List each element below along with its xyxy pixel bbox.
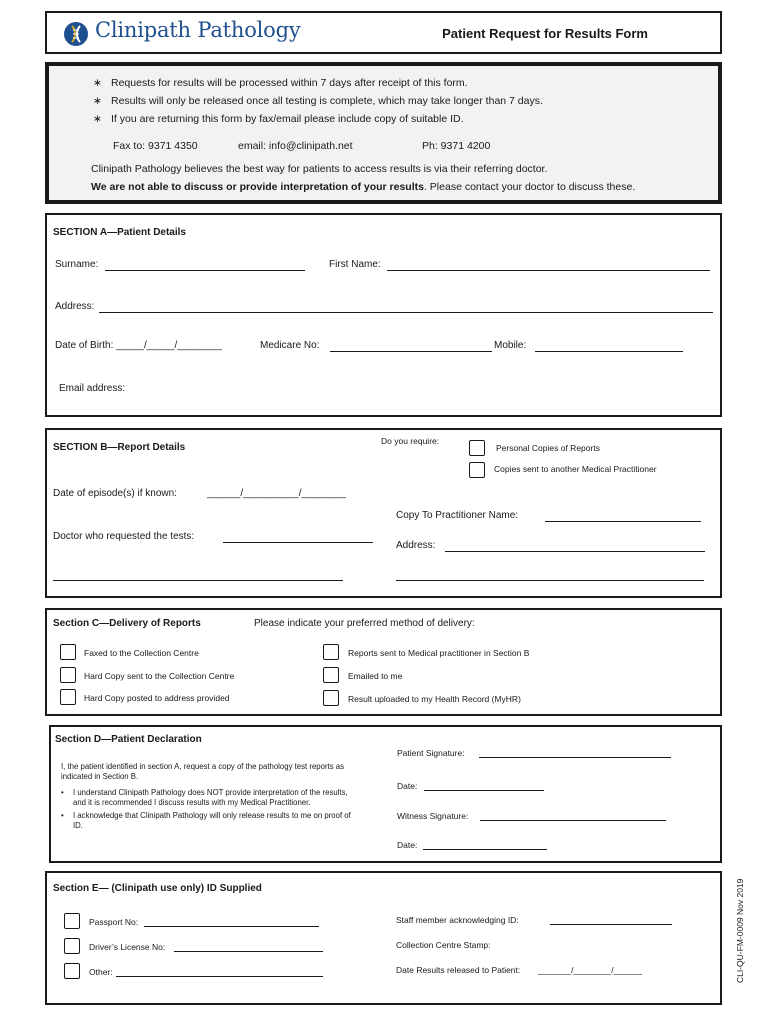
header-box <box>45 11 722 54</box>
fax-number: Fax to: 9371 4350 <box>113 140 198 152</box>
info-box <box>45 62 722 204</box>
date-episode-label: Date of episode(s) if known: <box>53 488 177 499</box>
section-c-delivery <box>45 608 722 716</box>
surname-label: Surname: <box>55 259 99 270</box>
patient-signature-field[interactable] <box>479 757 671 758</box>
witness-signature-field[interactable] <box>480 820 666 821</box>
first-name-field[interactable] <box>387 270 710 271</box>
other-id-label: Other: <box>89 967 113 977</box>
info-bullet: ∗ Results will only be released once all testing is complete, which may take longer than 7 days. <box>93 95 543 107</box>
copy-address-label: Address: <box>396 540 436 551</box>
med-practitioner-label: Reports sent to Medical practitioner in Section B <box>348 648 530 658</box>
license-label: Driver’s License No: <box>89 942 166 952</box>
clinipath-logo-icon <box>63 21 89 47</box>
section-a-patient-details <box>45 213 722 417</box>
section-d-declaration <box>49 725 722 863</box>
doctor-field[interactable] <box>223 542 373 543</box>
hardcopy-collection-label: Hard Copy sent to the Collection Centre <box>84 671 235 681</box>
copy-address-field[interactable] <box>445 551 705 552</box>
dob-field[interactable]: Date of Birth: _____/_____/________ <box>55 340 222 351</box>
info-note-warning: We are not able to discuss or provide interpretation of your results. Please contact your doctor to discuss these. <box>91 181 636 193</box>
section-d-title: Section D—Patient Declaration <box>55 734 202 745</box>
date-released-field[interactable]: _______/________/______ <box>538 965 642 975</box>
myhr-label: Result uploaded to my Health Record (MyHR) <box>348 694 521 704</box>
witness-signature-label: Witness Signature: <box>397 811 469 821</box>
form-title: Patient Request for Results Form <box>442 26 648 41</box>
declaration-list <box>61 788 357 830</box>
phone-number: Ph: 9371 4200 <box>422 140 491 152</box>
myhr-checkbox[interactable] <box>323 690 339 706</box>
doctor-label: Doctor who requested the tests: <box>53 531 195 542</box>
date-released-label: Date Results released to Patient: <box>396 965 521 975</box>
do-you-require-label: Do you require: <box>381 436 440 446</box>
medicare-field[interactable] <box>330 351 492 352</box>
section-c-title: Section C—Delivery of Reports <box>53 618 201 629</box>
faxed-collection-checkbox[interactable] <box>60 644 76 660</box>
form-code: CLI-QU-FM-0009 Nov 2019 <box>735 878 745 983</box>
declaration-item: • I acknowledge that Clinipath Pathology will only release results to me on proof of ID. <box>61 811 351 830</box>
date1-label: Date: <box>397 781 418 791</box>
medicare-label: Medicare No: <box>260 340 320 351</box>
contact-email: email: info@clinipath.net <box>238 140 353 152</box>
collection-stamp-label: Collection Centre Stamp: <box>396 940 491 950</box>
date1-field[interactable] <box>424 790 544 791</box>
emailed-label: Emailed to me <box>348 671 403 681</box>
hardcopy-post-label: Hard Copy posted to address provided <box>84 693 230 703</box>
hardcopy-post-checkbox[interactable] <box>60 689 76 705</box>
license-checkbox[interactable] <box>64 938 80 954</box>
section-e-title: Section E— (Clinipath use only) ID Supplied <box>53 883 262 894</box>
section-b-report-details <box>45 428 722 598</box>
section-e-id-supplied <box>45 871 722 1005</box>
staff-id-label: Staff member acknowledging ID: <box>396 915 519 925</box>
other-id-field[interactable] <box>116 976 323 977</box>
other-practitioner-label: Copies sent to another Medical Practitioner <box>494 464 657 474</box>
delivery-prompt: Please indicate your preferred method of delivery: <box>254 618 475 629</box>
declaration-intro: I, the patient identified in section A, request a copy of the pathology test reports as indicated in Section B. <box>61 762 345 781</box>
section-b-title: SECTION B—Report Details <box>53 442 186 453</box>
hardcopy-collection-checkbox[interactable] <box>60 667 76 683</box>
copy-to-field[interactable] <box>545 521 701 522</box>
other-practitioner-checkbox[interactable] <box>469 462 485 478</box>
declaration-item: • I understand Clinipath Pathology does NOT provide interpretation of the results, and it is recommended I discuss results with my Medical Practitioner. <box>61 788 348 807</box>
surname-field[interactable] <box>105 270 305 271</box>
personal-copies-label: Personal Copies of Reports <box>496 443 600 453</box>
mobile-field[interactable] <box>535 351 683 352</box>
copy-to-label: Copy To Practitioner Name: <box>396 510 519 521</box>
date2-field[interactable] <box>423 849 547 850</box>
other-id-checkbox[interactable] <box>64 963 80 979</box>
info-bullet: ∗ If you are returning this form by fax/email please include copy of suitable ID. <box>93 113 464 125</box>
patient-signature-label: Patient Signature: <box>397 748 465 758</box>
personal-copies-checkbox[interactable] <box>469 440 485 456</box>
license-field[interactable] <box>174 951 323 952</box>
doctor-field-extra[interactable] <box>53 580 343 581</box>
section-a-title: SECTION A—Patient Details <box>53 227 186 238</box>
brand-name: Clinipath Pathology <box>95 18 301 42</box>
date-episode-field[interactable]: ______/__________/________ <box>207 488 347 499</box>
address-field[interactable] <box>99 312 713 313</box>
first-name-label: First Name: <box>329 259 381 270</box>
staff-id-field[interactable] <box>550 924 672 925</box>
email-label: Email address: <box>59 383 126 394</box>
address-label: Address: <box>55 301 95 312</box>
faxed-collection-label: Faxed to the Collection Centre <box>84 648 199 658</box>
info-bullet: ∗ Requests for results will be processed within 7 days after receipt of this form. <box>93 77 468 89</box>
passport-field[interactable] <box>144 926 319 927</box>
copy-address-field-extra[interactable] <box>396 580 704 581</box>
emailed-checkbox[interactable] <box>323 667 339 683</box>
passport-label: Passport No: <box>89 917 139 927</box>
mobile-label: Mobile: <box>494 340 527 351</box>
passport-checkbox[interactable] <box>64 913 80 929</box>
date2-label: Date: <box>397 840 418 850</box>
info-note: Clinipath Pathology believes the best way for patients to access results is via their referring doctor. <box>91 163 548 175</box>
med-practitioner-checkbox[interactable] <box>323 644 339 660</box>
